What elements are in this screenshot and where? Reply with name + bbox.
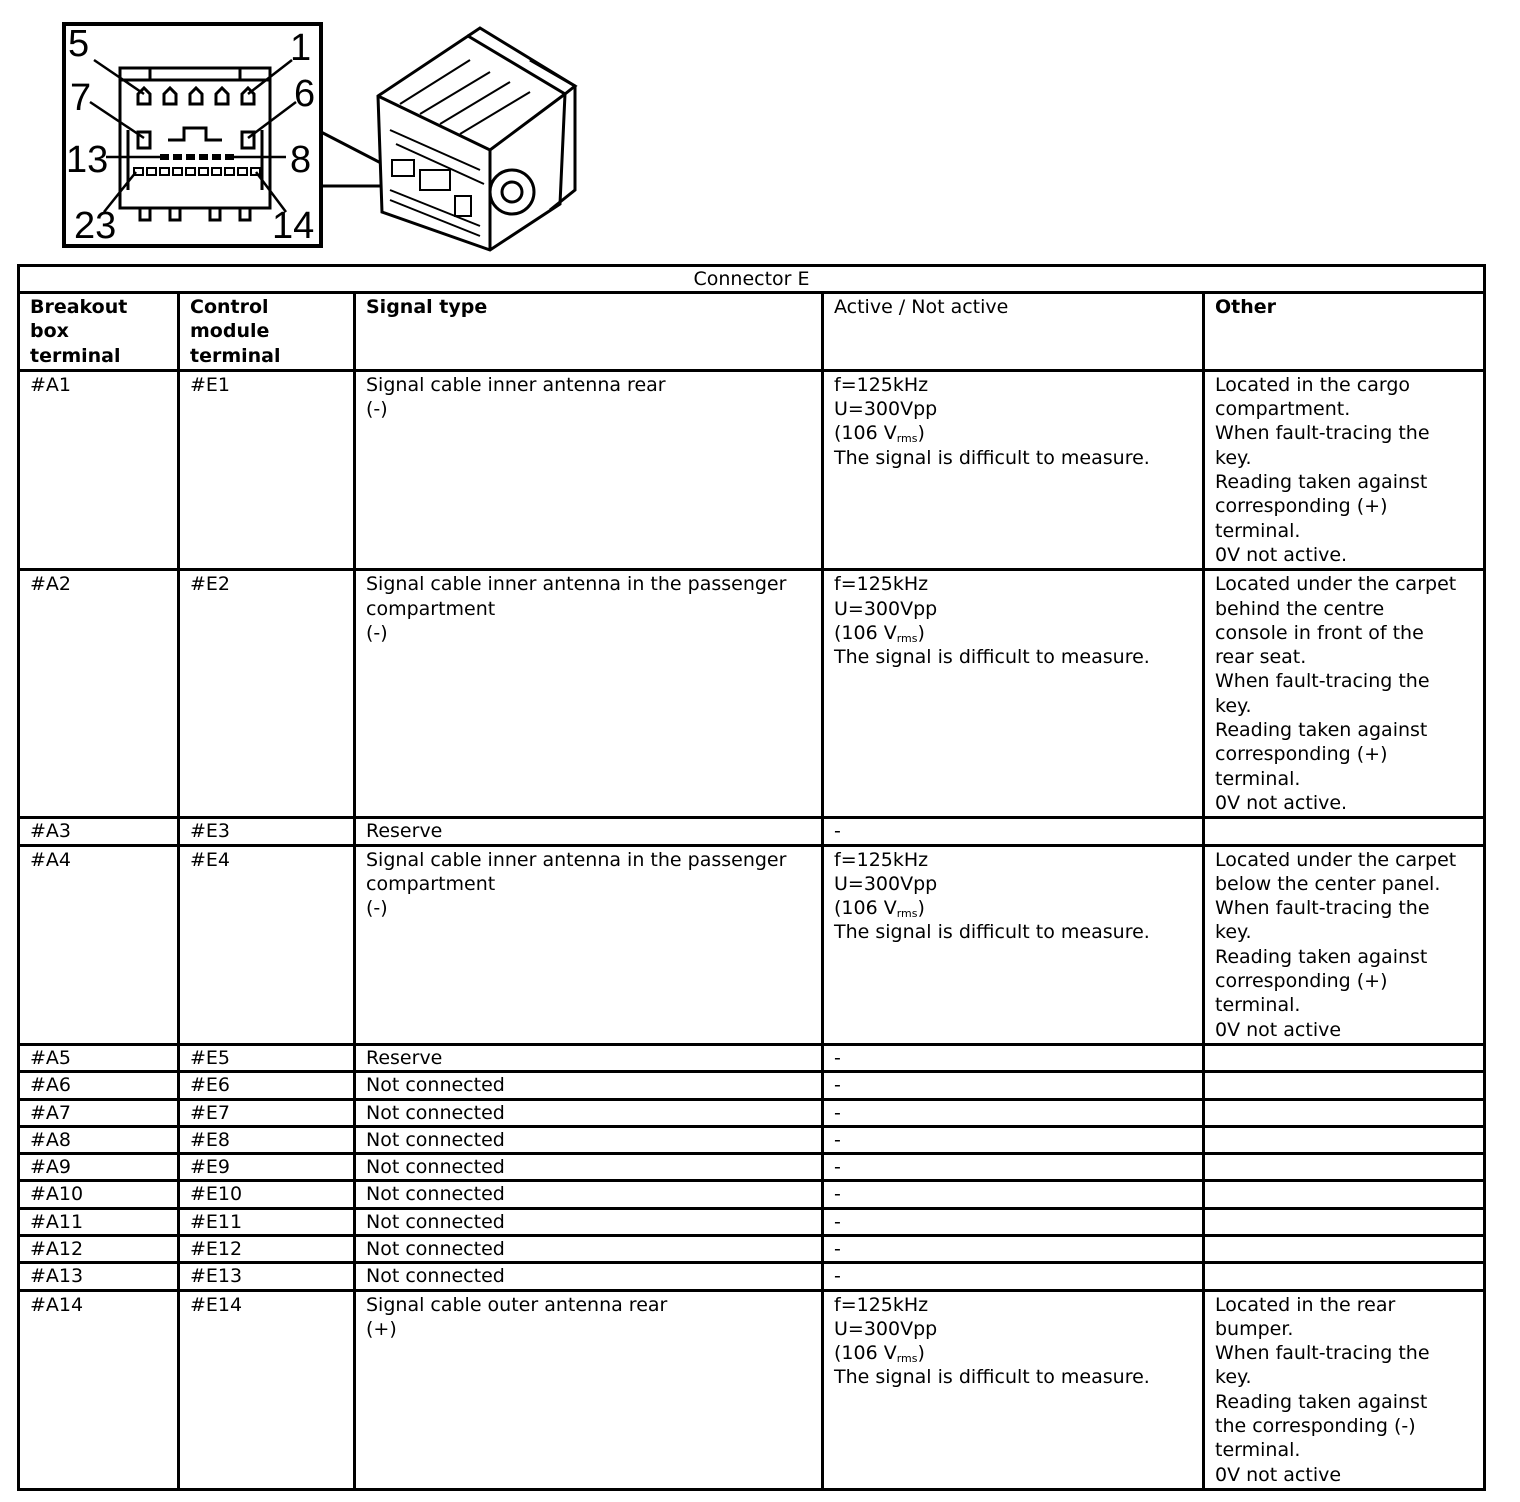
other-cell (1204, 1290, 1485, 1489)
breakout-terminal-cell: #A4 (19, 845, 179, 1044)
breakout-terminal-cell: #A11 (19, 1208, 179, 1235)
signal-type-cell: Not connected (355, 1154, 823, 1181)
other-line: below the center panel. (1215, 872, 1441, 895)
header-control-module-terminal (179, 293, 355, 371)
active-cell: - (823, 1235, 1204, 1262)
table-row (19, 1181, 1485, 1208)
active-cell: - (823, 818, 1204, 845)
breakout-terminal-cell: #A10 (19, 1181, 179, 1208)
header-other: Other (1204, 293, 1485, 371)
breakout-terminal-cell: #A7 (19, 1099, 179, 1126)
active-cell: - (823, 1154, 1204, 1181)
other-line: 0V not active. (1215, 543, 1348, 566)
rms-suffix: ) (917, 1342, 925, 1365)
signal-line: (-) (366, 621, 388, 644)
control-terminal-cell: #E1 (179, 370, 355, 569)
signal-line: Signal cable inner antenna in the passenger (366, 848, 787, 871)
table-title: Connector E (19, 266, 1485, 293)
table-row (19, 1208, 1485, 1235)
voltage-value: U=300Vpp (834, 398, 938, 421)
other-line: behind the centre (1215, 597, 1385, 620)
voltage-value: U=300Vpp (834, 597, 938, 620)
table-row (19, 1126, 1485, 1153)
header-signal-type: Signal type (355, 293, 823, 371)
connector-e-table (17, 264, 1486, 1491)
control-terminal-cell: #E2 (179, 570, 355, 818)
other-line: Located under the carpet (1215, 573, 1457, 596)
breakout-terminal-cell: #A3 (19, 818, 179, 845)
active-cell: - (823, 1044, 1204, 1071)
other-line: key. (1215, 921, 1252, 944)
other-line: When fault-tracing the (1215, 422, 1430, 445)
control-terminal-cell: #E9 (179, 1154, 355, 1181)
other-line: Reading taken against (1215, 945, 1428, 968)
breakout-terminal-cell: #A14 (19, 1290, 179, 1489)
signal-line: compartment (366, 872, 496, 895)
signal-type-cell: Reserve (355, 1044, 823, 1071)
table-row (19, 570, 1485, 818)
header-breakout-box-terminal (19, 293, 179, 371)
other-line: key. (1215, 446, 1252, 469)
signal-line: Signal cable outer antenna rear (366, 1293, 668, 1316)
table-row (19, 1044, 1485, 1071)
other-line: 0V not active (1215, 1463, 1342, 1486)
control-module-3d (378, 28, 575, 250)
other-line: terminal. (1215, 994, 1301, 1017)
other-cell (1204, 570, 1485, 818)
rms-prefix: (106 V (834, 422, 897, 445)
rms-subscript: rms (896, 907, 918, 921)
signal-type-cell: Reserve (355, 818, 823, 845)
header-line: terminal (30, 344, 121, 367)
other-cell (1204, 1044, 1485, 1071)
rms-subscript: rms (896, 1352, 918, 1366)
signal-type-cell: Not connected (355, 1181, 823, 1208)
breakout-terminal-cell: #A8 (19, 1126, 179, 1153)
frequency-value: f=125kHz (834, 373, 929, 396)
active-cell: - (823, 1181, 1204, 1208)
pin-label-6: 6 (294, 73, 316, 115)
control-terminal-cell: #E12 (179, 1235, 355, 1262)
other-line: When fault-tracing the (1215, 897, 1430, 920)
other-line: Located in the rear (1215, 1293, 1396, 1316)
breakout-terminal-cell: #A9 (19, 1154, 179, 1181)
active-cell (823, 370, 1204, 569)
other-line: terminal. (1215, 1439, 1301, 1462)
breakout-terminal-cell: #A12 (19, 1235, 179, 1262)
other-line: Reading taken against (1215, 1390, 1428, 1413)
signal-line: Signal cable inner antenna rear (366, 373, 666, 396)
table-row (19, 370, 1485, 569)
header-line: Control (190, 296, 269, 318)
signal-type-cell: Not connected (355, 1126, 823, 1153)
control-terminal-cell: #E13 (179, 1263, 355, 1290)
other-line: Reading taken against (1215, 471, 1428, 494)
other-line: 0V not active (1215, 1018, 1342, 1041)
pin-label-13: 13 (66, 139, 109, 181)
other-cell (1204, 1154, 1485, 1181)
other-cell (1204, 1072, 1485, 1099)
signal-line: Signal cable inner antenna in the passenger (366, 573, 787, 596)
header-line: box (30, 320, 69, 343)
table-row (19, 818, 1485, 845)
other-line: terminal. (1215, 519, 1301, 542)
control-terminal-cell: #E5 (179, 1044, 355, 1071)
other-line: rear seat. (1215, 646, 1307, 669)
rms-prefix: (106 V (834, 897, 897, 920)
voltage-value: U=300Vpp (834, 872, 938, 895)
other-line: corresponding (+) (1215, 970, 1388, 993)
active-cell: - (823, 1126, 1204, 1153)
other-cell (1204, 1126, 1485, 1153)
control-terminal-cell: #E11 (179, 1208, 355, 1235)
rms-prefix: (106 V (834, 621, 897, 644)
signal-type-cell: Not connected (355, 1263, 823, 1290)
header-line: terminal (190, 344, 281, 367)
other-cell (1204, 1263, 1485, 1290)
voltage-value: U=300Vpp (834, 1317, 938, 1340)
other-line: 0V not active. (1215, 791, 1348, 814)
other-line: bumper. (1215, 1317, 1294, 1340)
other-line: Located under the carpet (1215, 848, 1457, 871)
rms-value (834, 1341, 1194, 1365)
rms-value (834, 621, 1194, 645)
signal-type-cell (355, 1290, 823, 1489)
other-line: the corresponding (-) (1215, 1415, 1416, 1438)
rms-suffix: ) (917, 621, 925, 644)
measure-note: The signal is difficult to measure. (834, 446, 1150, 469)
table-row (19, 845, 1485, 1044)
control-terminal-cell: #E10 (179, 1181, 355, 1208)
breakout-terminal-cell: #A1 (19, 370, 179, 569)
pin-label-8: 8 (290, 139, 312, 181)
other-line: console in front of the (1215, 621, 1424, 644)
pin-label-5: 5 (68, 23, 90, 65)
frequency-value: f=125kHz (834, 1293, 929, 1316)
control-terminal-cell: #E4 (179, 845, 355, 1044)
other-cell (1204, 1099, 1485, 1126)
other-line: When fault-tracing the (1215, 1342, 1430, 1365)
signal-type-cell (355, 570, 823, 818)
frequency-value: f=125kHz (834, 848, 929, 871)
other-line: corresponding (+) (1215, 495, 1388, 518)
signal-type-cell (355, 370, 823, 569)
other-line: key. (1215, 1366, 1252, 1389)
other-line: terminal. (1215, 767, 1301, 790)
table-row (19, 1290, 1485, 1489)
signal-type-cell: Not connected (355, 1208, 823, 1235)
table-row (19, 1072, 1485, 1099)
measure-note: The signal is difficult to measure. (834, 1366, 1150, 1389)
signal-type-cell: Not connected (355, 1099, 823, 1126)
table-row (19, 1235, 1485, 1262)
signal-type-cell: Not connected (355, 1235, 823, 1262)
control-terminal-cell: #E3 (179, 818, 355, 845)
rms-suffix: ) (917, 422, 925, 445)
pin-label-1: 1 (290, 27, 312, 69)
control-terminal-cell: #E6 (179, 1072, 355, 1099)
active-cell (823, 1290, 1204, 1489)
active-cell: - (823, 1263, 1204, 1290)
rms-suffix: ) (917, 897, 925, 920)
rms-value (834, 421, 1194, 445)
pin-label-23: 23 (74, 205, 117, 247)
signal-type-cell (355, 845, 823, 1044)
other-cell (1204, 845, 1485, 1044)
other-line: key. (1215, 694, 1252, 717)
active-cell: - (823, 1099, 1204, 1126)
other-line: Reading taken against (1215, 719, 1428, 742)
other-cell (1204, 818, 1485, 845)
pin-label-14: 14 (272, 205, 315, 247)
other-cell (1204, 370, 1485, 569)
control-terminal-cell: #E8 (179, 1126, 355, 1153)
other-line: corresponding (+) (1215, 743, 1388, 766)
breakout-terminal-cell: #A6 (19, 1072, 179, 1099)
connector-diagram (60, 20, 590, 255)
breakout-terminal-cell: #A5 (19, 1044, 179, 1071)
table-row (19, 1263, 1485, 1290)
other-line: Located in the cargo (1215, 373, 1411, 396)
table-row (19, 1099, 1485, 1126)
connector-illustration (60, 20, 590, 255)
signal-line: (-) (366, 398, 388, 421)
header-line: Breakout (30, 296, 128, 318)
frequency-value: f=125kHz (834, 573, 929, 596)
active-cell (823, 570, 1204, 818)
rms-subscript: rms (896, 432, 918, 446)
table-row (19, 1154, 1485, 1181)
header-active-not-active: Active / Not active (823, 293, 1204, 371)
signal-line: compartment (366, 597, 496, 620)
measure-note: The signal is difficult to measure. (834, 646, 1150, 669)
control-terminal-cell: #E14 (179, 1290, 355, 1489)
other-line: compartment. (1215, 398, 1351, 421)
other-cell (1204, 1235, 1485, 1262)
control-terminal-cell: #E7 (179, 1099, 355, 1126)
active-cell: - (823, 1208, 1204, 1235)
breakout-terminal-cell: #A2 (19, 570, 179, 818)
pin-label-7: 7 (70, 77, 92, 119)
active-cell: - (823, 1072, 1204, 1099)
signal-type-cell: Not connected (355, 1072, 823, 1099)
measure-note: The signal is difficult to measure. (834, 921, 1150, 944)
rms-prefix: (106 V (834, 1342, 897, 1365)
active-cell (823, 845, 1204, 1044)
signal-line: (+) (366, 1317, 397, 1340)
other-line: When fault-tracing the (1215, 670, 1430, 693)
header-line: module (190, 320, 270, 343)
other-cell (1204, 1208, 1485, 1235)
breakout-terminal-cell: #A13 (19, 1263, 179, 1290)
signal-line: (-) (366, 897, 388, 920)
rms-value (834, 896, 1194, 920)
other-cell (1204, 1181, 1485, 1208)
rms-subscript: rms (896, 631, 918, 645)
